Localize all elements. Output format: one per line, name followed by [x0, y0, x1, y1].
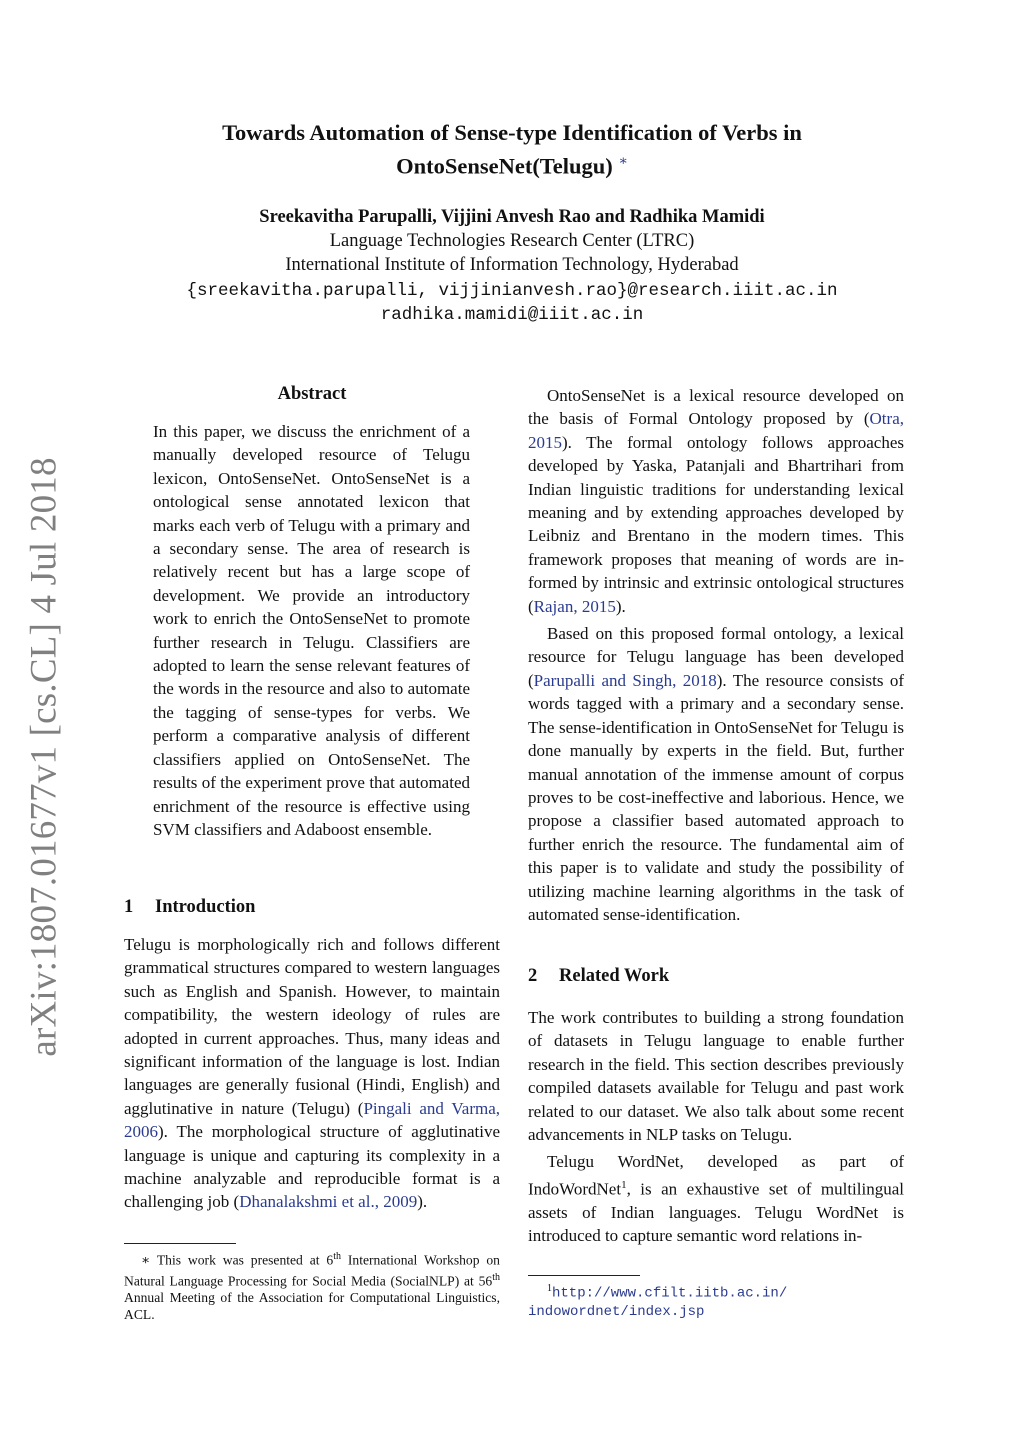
abstract-heading: Abstract [277, 384, 347, 404]
text-run: ). [417, 1192, 428, 1212]
formal-ontology-paragraph [528, 622, 904, 926]
text-run: ). The formal ontology follows approaches developed by Yaska, Patanjali and Bhartrihari from Indian linguistic traditions for understanding lexical meaning and by extending approaches developed by Leibniz and Brentano in the modern times. This framework proposes that meaning of words are in-formed by intrinsic and extrinsic ontological structures ( [528, 432, 904, 616]
arxiv-stamp [14, 457, 74, 1057]
cite-year: 2018 [682, 670, 717, 690]
cite-names: Dhanalakshmi et al. [239, 1192, 375, 1212]
text-run: International Workshop on Natural Language Processing for Social Media (SocialNLP) at 56 [124, 1252, 500, 1289]
cite-names: Parupalli and Singh [533, 670, 673, 690]
introduction-text [124, 933, 500, 1214]
title-line-1: Towards Automation of Sense-type Identification of Verbs in [222, 120, 802, 145]
text-run: Telugu WordNet, developed as part of IndoWordNet [528, 1152, 904, 1199]
paper-title [120, 118, 904, 181]
abstract-text [153, 420, 470, 841]
cite-comma: , [899, 409, 904, 429]
footnote-mark: 1 [547, 1283, 552, 1294]
abstract-paragraph: In this paper, we discuss the enrichment of a manually developed resource of Telugu lexicon, OntoSenseNet. OntoSenseNet is a ontological sense annotated lexicon that marks each verb of Telugu with a primary and a secondary sense. The area of research is relatively recent but has a large scope of development. We provide an introductory work to enrich the OntoSenseNet to promote further research in Telugu. Classifiers are adopted to learn the sense relevant features of the words in the resource and also to automate the tagging of sense-types for verbs. We perform a comparative analysis of different classifiers applied on OntoSenseNet. The results of the experiment prove that automated enrichment of the resource is effective using SVM classifiers and Adaboost ensemble. [153, 422, 470, 839]
intro-paragraph [124, 933, 500, 1214]
cite-comma: , [672, 670, 683, 690]
footnote-url-line-1 [528, 1280, 904, 1303]
right-column-text [528, 384, 904, 926]
cite-comma: , [495, 1098, 500, 1118]
section-title: Related Work [559, 966, 670, 986]
superscript: th [492, 1271, 500, 1283]
title-line-2 [120, 147, 904, 181]
text-run: , is an exhaustive set of multilingual assets of Indian languages. Telugu WordNet is introduced to capture semantic word relations in- [528, 1179, 904, 1246]
authors: Sreekavitha Parupalli, Vijjini Anvesh Rao and Radhika Mamidi [259, 207, 765, 227]
url-link-part-2[interactable]: indowordnet/index.jsp [528, 1303, 705, 1320]
text-run: ). The morphological structure of agglutinative language is unique and capturing its complexity in a machine analyzable and reproducible format is a challenging job ( [124, 1122, 500, 1212]
related-paragraph-2 [528, 1150, 904, 1247]
cite-names: Rajan [533, 596, 574, 616]
cite-year: 2009 [383, 1192, 418, 1212]
section-number: 2 [528, 966, 538, 986]
title-footnote-mark[interactable]: ∗ [618, 154, 628, 169]
text-run: ). [615, 596, 626, 616]
ontosensenet-paragraph [528, 384, 904, 618]
cite-year: 2006 [124, 1122, 158, 1142]
citation-rajan[interactable] [534, 597, 616, 616]
section-heading-introduction [124, 897, 255, 918]
text-run: Telugu is morphologically rich and follows different grammatical structures compared to western languages such as English and Spanish. However, to maintain compatibility, the western ideology of rules are adopted in current approaches. Thus, many ideas and significant information of the language is lost. Indian languages are generally fusional (Hindi, English) and agglutinative in nature (Telugu) ( [124, 935, 500, 1118]
footnote-divider-left [124, 1243, 236, 1244]
text-run: OntoSenseNet is a lexical resource developed on the basis of Formal Ontology proposed by ( [528, 386, 904, 429]
text-run: This work was presented at 6 [150, 1252, 334, 1268]
cite-comma: , [573, 596, 582, 616]
section-number: 1 [124, 897, 134, 917]
citation-dhanalakshmi[interactable] [239, 1192, 417, 1211]
section-heading-related-work [528, 966, 669, 987]
citation-parupalli-singh[interactable] [534, 671, 717, 690]
cite-comma: , [374, 1192, 384, 1212]
emails-line-2: radhika.mamidi@iiit.ac.in [380, 305, 644, 325]
text-run: ). The resource consists of words tagged with a primary and a secondary sense. The sense-identification in OntoSenseNet for Telugu is done manually by experts in the field. But, further manual annotation of the immense amount of corpus proves to be cost-ineffective and laborious. Hence, we propose a classifier based automated approach to further enrich the resource. The fundamental aim of this paper is to validate and study the possibility of utilizing machine learning algorithms in the task of automated sense-identification. [528, 670, 905, 924]
cite-names: Pingali and Varma [363, 1098, 496, 1118]
related-work-text [528, 1006, 904, 1248]
url-link-part-1[interactable]: http://www.cfilt.iitb.ac.in/ [552, 1285, 788, 1302]
superscript: th [333, 1251, 341, 1262]
footnote-star-mark: ∗ [141, 1252, 151, 1268]
text-run: Annual Meeting of the Association for Computational Linguistics, ACL. [124, 1290, 500, 1323]
footnote-ref-1[interactable]: 1 [621, 1178, 627, 1191]
footnote-url [528, 1280, 904, 1321]
cite-names: Otra [869, 409, 900, 429]
arxiv-stamp-text: arXiv:1807.01677v1 [cs.CL] 4 Jul 2018 [23, 457, 65, 1057]
title-line-2-text: OntoSenseNet(Telugu) [396, 153, 613, 179]
affiliation-institute: International Institute of Information Technology, Hyderabad [285, 255, 739, 275]
cite-year: 2015 [581, 596, 616, 616]
footnote-divider-right [528, 1275, 640, 1276]
footnote-url-line-2 [528, 1303, 904, 1321]
affiliation-lab: Language Technologies Research Center (LTRC) [329, 231, 695, 251]
cite-year: 2015 [528, 432, 562, 452]
text-run: Based on this proposed formal ontology, a lexical resource for Telugu language has been developed ( [528, 624, 904, 690]
section-title: Introduction [155, 897, 256, 917]
footnote-star [124, 1248, 500, 1323]
emails-line-1: {sreekavitha.parupalli, vijjinianvesh.rao}@research.iiit.ac.in [186, 281, 838, 301]
related-paragraph-1: The work contributes to building a strong foundation of datasets in Telugu language to enable further research in the field. This section describes previously compiled datasets available for Telugu and past work related to our dataset. We also talk about some recent advancements in NLP tasks on Telugu. [528, 1008, 904, 1145]
